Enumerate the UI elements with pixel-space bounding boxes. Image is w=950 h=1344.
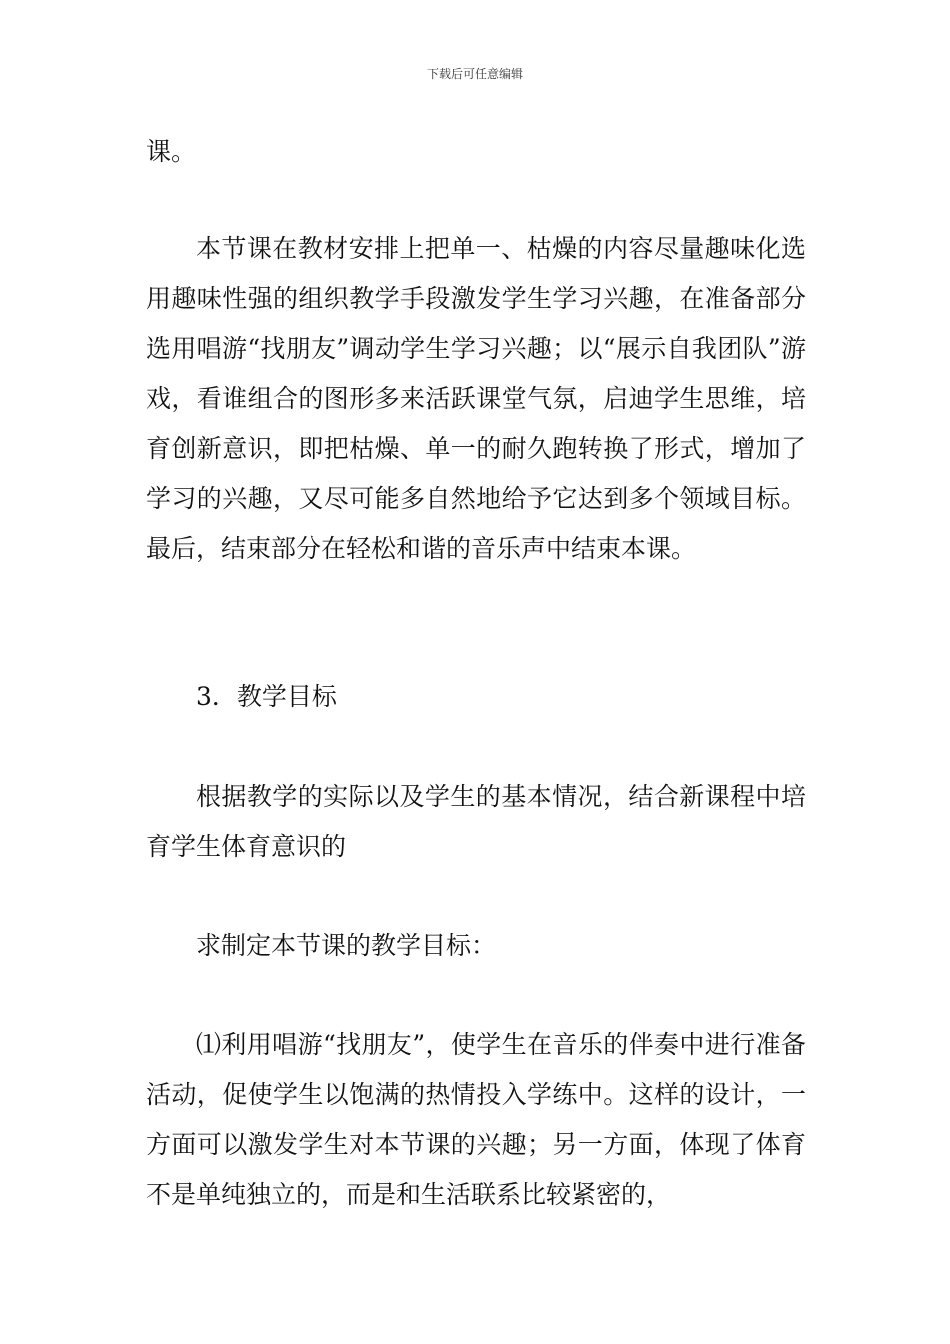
document-body xyxy=(146,1020,806,1220)
document-body xyxy=(146,772,806,872)
paragraph-goal-item-1: ⑴利用唱游“找朋友”，使学生在音乐的伴奏中进行准备活动，促使学生以饱满的热情投入学练中。这样的设计，一方面可以激发学生对本节课的兴趣；另一方面，体现了体育不是单纯独立的，而是和生活联系比较紧密的， xyxy=(146,1030,806,1209)
paragraph-continuation: 课。 xyxy=(146,137,197,166)
document-body xyxy=(146,921,806,971)
paragraph-goal-basis: 根据教学的实际以及学生的基本情况，结合新课程中培育学生体育意识的 xyxy=(146,782,806,861)
paragraph-course-design: 本节课在教材安排上把单一、枯燥的内容尽量趣味化选用趣味性强的组织教学手段激发学生学习兴趣，在准备部分选用唱游“找朋友”调动学生学习兴趣；以“展示自我团队”游戏，看谁组合的图形多来活跃课堂气氛，启迪学生思维，培育创新意识，即把枯燥、单一的耐久跑转换了形式，增加了学习的兴趣，又尽可能多自然地给予它达到多个领域目标。最后，结束部分在轻松和谐的音乐声中结束本课。 xyxy=(146,234,806,563)
document-body xyxy=(146,672,806,722)
document-body xyxy=(146,224,806,574)
document-body xyxy=(146,127,806,177)
page-header-note: 下载后可任意编辑 xyxy=(426,67,523,81)
paragraph-goal-intro: 求制定本节课的教学目标： xyxy=(196,931,497,960)
section-heading-teaching-goals: 3．教学目标 xyxy=(196,682,337,711)
